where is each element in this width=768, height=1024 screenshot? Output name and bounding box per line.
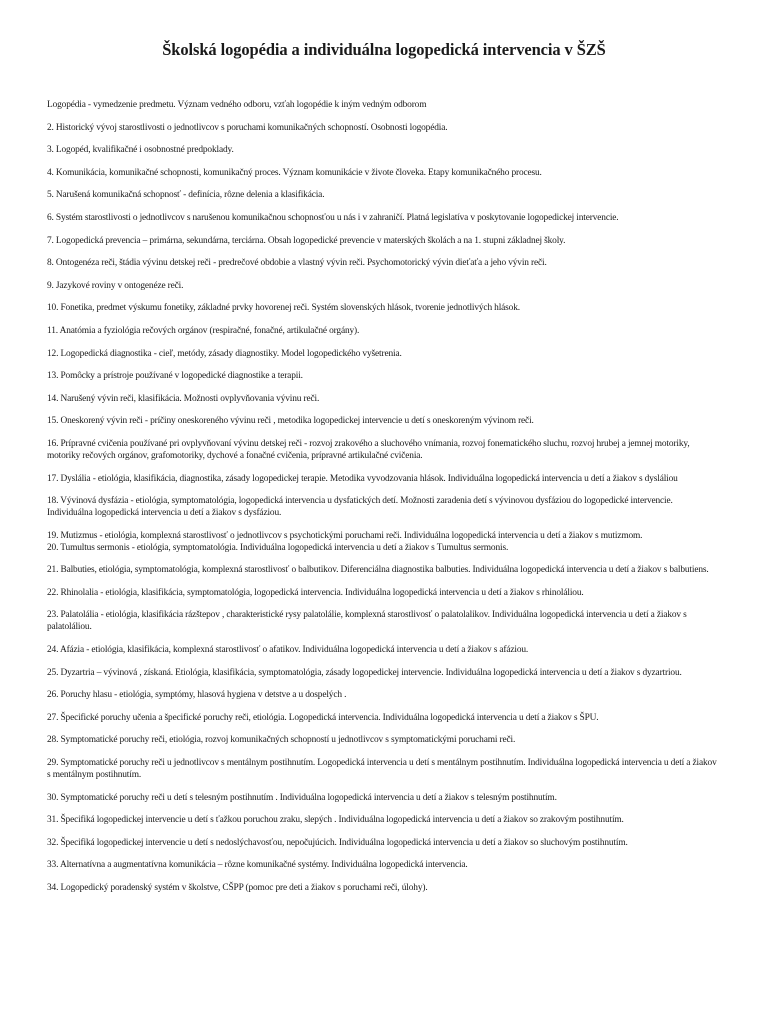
list-item: 27. Špecifické poruchy učenia a špecifické poruchy reči, etiológia. Logopedická intervencia. Individuálna logopedická intervencia u detí a žiakov s ŠPU. [47, 712, 599, 723]
list-item: 13. Pomôcky a prístroje používané v logopedické diagnostike a terapii. [47, 371, 303, 382]
list-item: 31. Špecifiká logopedickej intervencie u detí s ťažkou poruchou zraku, slepých . Individuálna logopedická intervencia u detí a žiakov so zrakovým postihnutím. [47, 815, 624, 826]
list-item: 34. Logopedický poradenský systém v školstve, CŠPP (pomoc pre deti a žiakov s poruchami reči, úlohy). [47, 883, 428, 893]
list-item: 32. Špecifiká logopedickej intervencie u detí s nedoslýchavosťou, nepočujúcich. Individuálna logopedická intervencia u detí a žiakov so sluchovým postihnutím. [47, 837, 628, 848]
list-item: 8. Ontogenéza reči, štádia vývinu detskej reči - predrečové obdobie a vlastný vývin reči. Psychomotorický vývin dieťaťa a jeho vývin reči. [47, 258, 547, 269]
list-item: 26. Poruchy hlasu - etiológia, symptómy, hlasová hygiena v detstve a u dospelých . [47, 690, 347, 701]
list-item: 21. Balbuties, etiológia, symptomatológia, komplexná starostlivosť o balbutikov. Diferenciálna diagnostika balbuties. Individuálna logopedická intervencia u detí a žiakov s balbutiens. [47, 565, 709, 576]
list-item: 22. Rhinolalia - etiológia, klasifikácia, symptomatológia, logopedická intervencia. Individuálna logopedická intervencia u detí a žiakov s rhinoláliou. [47, 587, 584, 598]
list-item: 3. Logopéd, kvalifikačné i osobnostné predpoklady. [47, 145, 234, 156]
list-item: 23. Palatolália - etiológia, klasifikácia rázštepov , charakteristické rysy palatolálie, komplexná starostlivosť o palatolalikov. Individuálna logopedická intervencia u detí a žiakov s palatoláliou. [47, 610, 687, 633]
list-item: Logopédia - vymedzenie predmetu. Význam vedného odboru, vzťah logopédie k iným vedným odborom [47, 100, 427, 110]
list-item: 20. Tumultus sermonis - etiológia, symptomatológia. Individuálna logopedická intervencia u detí a žiakov s Tumultus sermonis. [47, 542, 509, 553]
list-item: 7. Logopedická prevencia – primárna, sekundárna, terciárna. Obsah logopedické prevencie v materských školách a na 1. stupni základnej školy. [47, 235, 566, 246]
list-item: 25. Dyzartria – vývinová , získaná. Etiológia, klasifikácia, symptomatológia, zásady logopedickej intervencie. Individuálna logopedická intervencia u detí a žiakov s dyzartriou. [47, 667, 682, 678]
list-item: 15. Oneskorený vývin reči - príčiny oneskoreného vývinu reči , metodika logopedickej intervencie u detí s oneskoreným vývinom reči. [47, 416, 534, 427]
list-item: 12. Logopedická diagnostika - cieľ, metódy, zásady diagnostiky. Model logopedického vyšetrenia. [47, 348, 402, 359]
list-item: 6. Systém starostlivosti o jednotlivcov s narušenou komunikačnou schopnosťou u nás i v zahraničí. Platná legislatíva v poskytovanie logopedickej intervencie. [47, 212, 619, 223]
document-title: Školská logopédia a individuálna logopedická intervencia v ŠZŠ [162, 40, 606, 59]
list-item: 24. Afázia - etiológia, klasifikácia, komplexná starostlivosť o afatikov. Individuálna logopedická intervencia u detí a žiakov s afáziou. [47, 645, 529, 656]
list-item: 33. Alternatívna a augmentatívna komunikácia – rôzne komunikačné systémy. Individuálna logopedická intervencia. [47, 860, 468, 871]
list-item: 10. Fonetika, predmet výskumu fonetiky, základné prvky hovorenej reči. Systém slovenských hlások, tvorenie jednotlivých hlások. [47, 303, 520, 314]
list-item: 5. Narušená komunikačná schopnosť - definícia, rôzne delenia a klasifikácia. [47, 190, 325, 201]
list-item: 16. Prípravné cvičenia používané pri ovplyvňovaní vývinu detskej reči - rozvoj zrakového a sluchového vnímania, rozvoj fonematického sluchu, rozvoj hrubej a jemnej motoriky, motoriky rečových orgánov, grafomotoriky, dychové a fonačné cvičenia, prípravné artikulačné cvičenia. [47, 438, 690, 461]
topic-list [47, 99, 719, 905]
list-item: 2. Historický vývoj starostlivosti o jednotlivcov s poruchami komunikačných schopností. Osobnosti logopédia. [47, 122, 448, 133]
list-item: 4. Komunikácia, komunikačné schopnosti, komunikačný proces. Význam komunikácie v živote človeka. Etapy komunikačného procesu. [47, 167, 542, 178]
list-item: 30. Symptomatické poruchy reči u detí s telesným postihnutím . Individuálna logopedická intervencia u detí a žiakov s telesným postihnutím. [47, 792, 557, 803]
list-item: 28. Symptomatické poruchy reči, etiológia, rozvoj komunikačných schopností u jednotlivcov s symptomatickými poruchami reči. [47, 735, 516, 746]
list-item: 17. Dyslália - etiológia, klasifikácia, diagnostika, zásady logopedickej terapie. Metodika vyvodzovania hlások. Individuálna logopedická intervencia u detí a žiakov s dysláliou [47, 473, 678, 484]
list-item: 9. Jazykové roviny v ontogenéze reči. [47, 280, 184, 291]
list-item: 11. Anatómia a fyziológia rečových orgánov (respiračné, fonačné, artikulačné orgány). [47, 325, 360, 336]
list-item: 29. Symptomatické poruchy reči u jednotlivcov s mentálnym postihnutím. Logopedická intervencia u detí s mentálnym postihnutím. Individuálna logopedická intervencia u detí a žiakov s mentálnym postihnutím. [47, 758, 717, 781]
list-item: 19. Mutizmus - etiológia, komplexná starostlivosť o jednotlivcov s psychotickými poruchami reči. Individuálna logopedická intervencia u detí a žiakov s mutizmom. [47, 530, 643, 541]
list-item: 18. Vývinová dysfázia - etiológia, symptomatológia, logopedická intervencia u dysfatických detí. Možnosti zaradenia detí s vývinovou dysfáziou do logopedické intervencie. Individuálna logopedická intervencia u detí a žiakov s dysfáziou. [47, 496, 673, 519]
list-item: 14. Narušený vývin reči, klasifikácia. Možnosti ovplyvňovania vývinu reči. [47, 393, 320, 404]
